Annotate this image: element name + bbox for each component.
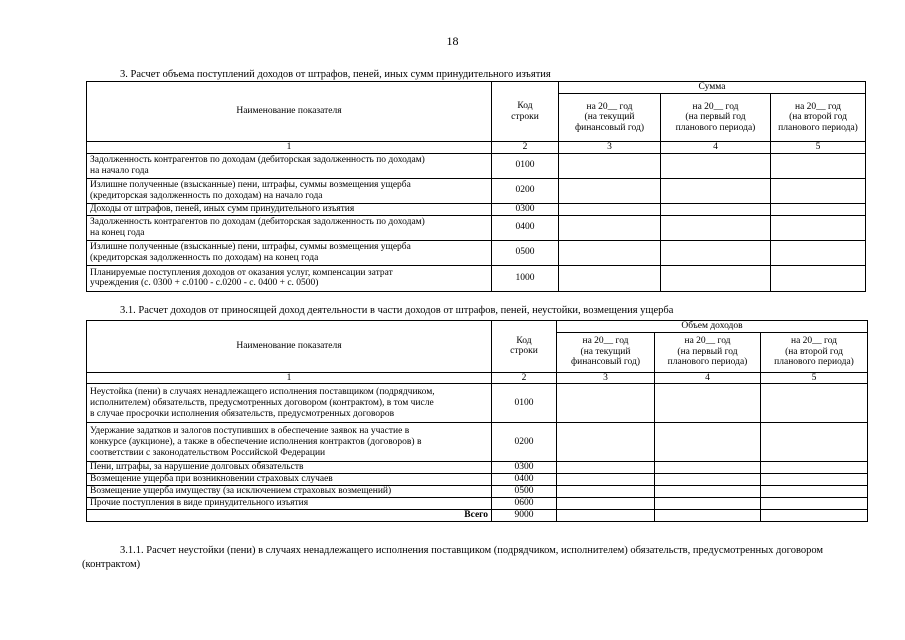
table-row xyxy=(87,153,866,178)
table-row xyxy=(87,240,866,265)
header-name: Наименование показателя xyxy=(87,321,492,373)
value-cell[interactable] xyxy=(655,384,761,423)
table-row xyxy=(87,498,868,510)
value-cell[interactable] xyxy=(557,423,655,462)
section-3-1-table xyxy=(86,320,868,522)
value-cell[interactable] xyxy=(559,215,661,240)
row-name: Пени, штрафы, за нарушение долговых обязательств xyxy=(87,462,492,474)
row-code: 0400 xyxy=(492,474,557,486)
row-name: Неустойка (пени) в случаях ненадлежащего исполнения поставщиком (подрядчиком, исполнителем) обязательств, предусмотренных договором (контрактом), в том числе в случае просрочки исполнения обязательств, предусмотренных договоров xyxy=(87,384,492,423)
value-cell[interactable] xyxy=(557,486,655,498)
value-cell[interactable] xyxy=(559,178,661,203)
value-cell[interactable] xyxy=(557,384,655,423)
value-cell[interactable] xyxy=(661,178,771,203)
value-cell[interactable] xyxy=(761,384,868,423)
col-number: 4 xyxy=(655,372,761,384)
row-code: 0200 xyxy=(492,178,559,203)
row-code: 0600 xyxy=(492,498,557,510)
row-code: 0300 xyxy=(492,203,559,215)
col-number: 1 xyxy=(87,142,492,154)
col-number: 2 xyxy=(492,142,559,154)
table-row xyxy=(87,203,866,215)
table-row xyxy=(87,215,866,240)
section-3-1-1-paragraph: 3.1.1. Расчет неустойки (пени) в случаях ненадлежащего исполнения поставщиком (подрядчиком, исполнителем) обязательств, предусмотренных договором (контрактом) xyxy=(82,545,824,570)
value-cell[interactable] xyxy=(559,240,661,265)
value-cell[interactable] xyxy=(761,510,868,522)
col-number: 5 xyxy=(761,372,868,384)
table-row xyxy=(87,486,868,498)
table-row xyxy=(87,265,866,291)
row-name: Планируемые поступления доходов от оказания услуг, компенсации затрат учреждения (с. 0300 + с.0100 - с.0200 - с. 0400 + с. 0500) xyxy=(87,265,492,291)
row-code: 0100 xyxy=(492,153,559,178)
value-cell[interactable] xyxy=(761,423,868,462)
section-3-table xyxy=(86,81,866,292)
value-cell[interactable] xyxy=(761,498,868,510)
value-cell[interactable] xyxy=(655,486,761,498)
col-number: 3 xyxy=(557,372,655,384)
col-number: 3 xyxy=(559,142,661,154)
row-code: 0100 xyxy=(492,384,557,423)
header-col4: на 20__ год (на первый год планового периода) xyxy=(661,94,771,142)
row-name: Задолженность контрагентов по доходам (дебиторская задолженность по доходам) на начало года xyxy=(87,153,492,178)
value-cell[interactable] xyxy=(559,153,661,178)
row-name: Возмещение ущерба при возникновении страховых случаев xyxy=(87,474,492,486)
value-cell[interactable] xyxy=(557,474,655,486)
value-cell[interactable] xyxy=(761,474,868,486)
value-cell[interactable] xyxy=(771,215,866,240)
value-cell[interactable] xyxy=(771,240,866,265)
value-cell[interactable] xyxy=(559,265,661,291)
table-row xyxy=(87,384,868,423)
table-row xyxy=(87,474,868,486)
value-cell[interactable] xyxy=(661,153,771,178)
value-cell[interactable] xyxy=(771,265,866,291)
page-number: 18 xyxy=(446,34,459,48)
header-col5: на 20__ год (на второй год планового периода) xyxy=(771,94,866,142)
section-3-heading: 3. Расчет объема поступлений доходов от штрафов, пеней, иных сумм принудительного изъятия xyxy=(120,69,551,80)
total-row xyxy=(87,510,868,522)
col-number: 5 xyxy=(771,142,866,154)
row-code: 0500 xyxy=(492,486,557,498)
header-name: Наименование показателя xyxy=(87,82,492,142)
row-name: Задолженность контрагентов по доходам (дебиторская задолженность по доходам) на конец года xyxy=(87,215,492,240)
row-code: 1000 xyxy=(492,265,559,291)
value-cell[interactable] xyxy=(655,498,761,510)
value-cell[interactable] xyxy=(661,215,771,240)
row-name: Излишне полученные (взысканные) пени, штрафы, суммы возмещения ущерба (кредиторская задолженность по доходам) на начало года xyxy=(87,178,492,203)
value-cell[interactable] xyxy=(655,423,761,462)
value-cell[interactable] xyxy=(559,203,661,215)
col-number: 2 xyxy=(492,372,557,384)
header-volume: Объем доходов xyxy=(557,321,868,333)
col-number: 1 xyxy=(87,372,492,384)
header-code: Код строки xyxy=(492,82,559,142)
table-row xyxy=(87,462,868,474)
header-col3: на 20__ год (на текущий финансовый год) xyxy=(559,94,661,142)
row-code: 0400 xyxy=(492,215,559,240)
value-cell[interactable] xyxy=(661,240,771,265)
col-number: 4 xyxy=(661,142,771,154)
row-name: Доходы от штрафов, пеней, иных сумм принудительного изъятия xyxy=(87,203,492,215)
row-code: 0200 xyxy=(492,423,557,462)
header-col3: на 20__ год (на текущий финансовый год) xyxy=(557,332,655,372)
value-cell[interactable] xyxy=(761,462,868,474)
row-code: 0300 xyxy=(492,462,557,474)
value-cell[interactable] xyxy=(771,178,866,203)
value-cell[interactable] xyxy=(557,510,655,522)
value-cell[interactable] xyxy=(661,265,771,291)
row-name: Удержание задатков и залогов поступивших в обеспечение заявок на участие в конкурсе (аукционе), а также в обеспечение исполнения контрактов (договоров) в соответствии с законодательством Российской Федерации xyxy=(87,423,492,462)
total-label: Всего xyxy=(87,510,492,522)
row-name: Возмещение ущерба имуществу (за исключением страховых возмещений) xyxy=(87,486,492,498)
value-cell[interactable] xyxy=(655,510,761,522)
header-code: Код строки xyxy=(492,321,557,373)
value-cell[interactable] xyxy=(661,203,771,215)
row-name: Излишне полученные (взысканные) пени, штрафы, суммы возмещения ущерба (кредиторская задолженность по доходам) на конец года xyxy=(87,240,492,265)
value-cell[interactable] xyxy=(557,498,655,510)
header-col5: на 20__ год (на второй год планового периода) xyxy=(761,332,868,372)
value-cell[interactable] xyxy=(771,153,866,178)
value-cell[interactable] xyxy=(557,462,655,474)
value-cell[interactable] xyxy=(761,486,868,498)
value-cell[interactable] xyxy=(655,462,761,474)
table-row xyxy=(87,423,868,462)
value-cell[interactable] xyxy=(655,474,761,486)
row-code: 0500 xyxy=(492,240,559,265)
header-sum: Сумма xyxy=(559,82,866,94)
table-row xyxy=(87,178,866,203)
section-3-1-heading: 3.1. Расчет доходов от приносящей доход деятельности в части доходов от штрафов, пеней, неустойки, возмещения ущерба xyxy=(120,305,674,316)
total-code: 9000 xyxy=(492,510,557,522)
row-name: Прочие поступления в виде принудительного изъятия xyxy=(87,498,492,510)
header-col4: на 20__ год (на первый год планового периода) xyxy=(655,332,761,372)
value-cell[interactable] xyxy=(771,203,866,215)
